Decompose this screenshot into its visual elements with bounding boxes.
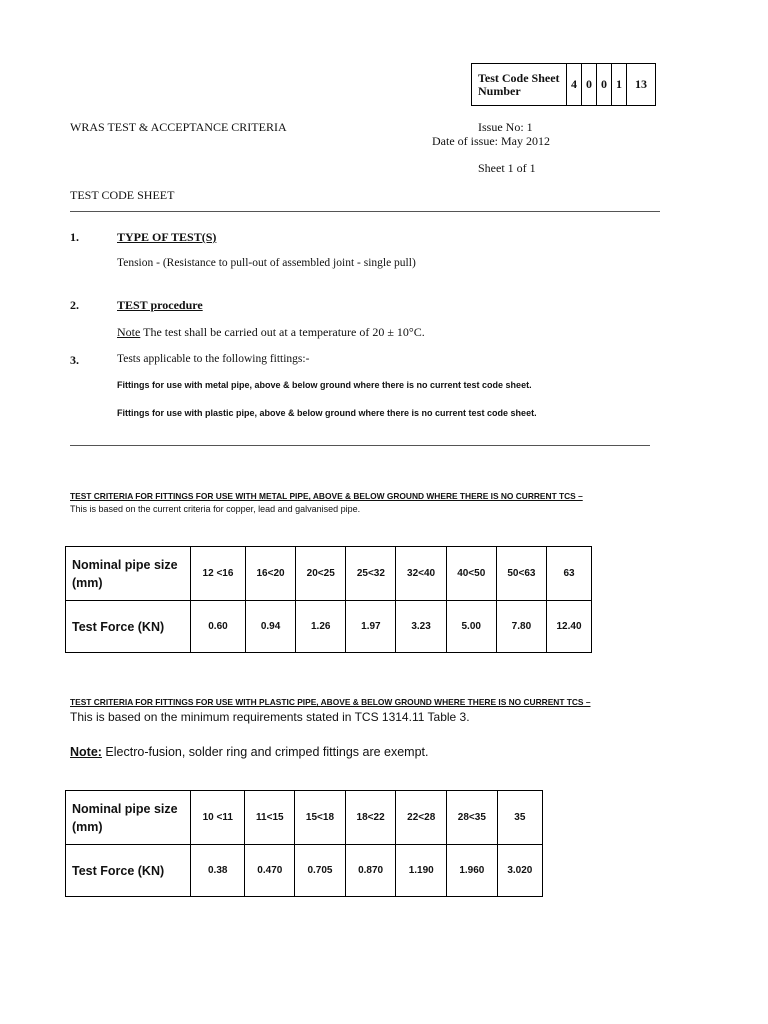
section-number: 2. — [70, 298, 79, 312]
pipe-size-cell: 50<63 — [496, 547, 546, 601]
section-heading-test-procedure: TEST procedure — [117, 298, 203, 312]
plastic-criteria-table — [65, 790, 543, 897]
row-label-pipe-size: Nominal pipe size (mm) — [66, 791, 191, 845]
test-code-sheet-table — [471, 63, 656, 106]
note-label: Note — [117, 325, 141, 339]
pipe-size-cell: 15<18 — [295, 791, 346, 845]
fitting-item-metal: Fittings for use with metal pipe, above & below ground where there is no current test code sheet. — [117, 380, 532, 390]
pipe-size-cell: 40<50 — [446, 547, 496, 601]
fitting-item-plastic: Fittings for use with plastic pipe, above & below ground where there is no current test code sheet. — [117, 408, 537, 418]
code-digit: 0 — [582, 64, 597, 106]
section-number: 1. — [70, 230, 79, 244]
section-title: TEST CODE SHEET — [70, 188, 175, 202]
test-force-cell: 7.80 — [496, 601, 546, 653]
pipe-size-cell: 16<20 — [245, 547, 295, 601]
metal-criteria-subtext: This is based on the current criteria for copper, lead and galvanised pipe. — [70, 504, 361, 514]
pipe-size-cell: 28<35 — [447, 791, 498, 845]
sheet-number: Sheet 1 of 1 — [478, 161, 536, 175]
section-number: 3. — [70, 353, 79, 367]
pipe-size-cell: 63 — [547, 547, 592, 601]
issue-number: Issue No: 1 — [478, 120, 533, 134]
test-force-cell: 1.190 — [396, 845, 447, 897]
code-digit: 4 — [567, 64, 582, 106]
code-digit: 0 — [597, 64, 612, 106]
test-force-cell: 1.960 — [447, 845, 498, 897]
row-label-test-force: Test Force (KN) — [66, 601, 191, 653]
test-force-cell: 0.705 — [295, 845, 346, 897]
divider — [70, 445, 650, 446]
test-force-cell: 3.020 — [497, 845, 542, 897]
test-force-cell: 3.23 — [396, 601, 446, 653]
test-force-cell: 5.00 — [446, 601, 496, 653]
fittings-intro: Tests applicable to the following fittings:- — [117, 353, 310, 365]
pipe-size-cell: 35 — [497, 791, 542, 845]
pipe-size-cell: 10 <11 — [191, 791, 245, 845]
metal-criteria-heading: TEST CRITERIA FOR FITTINGS FOR USE WITH METAL PIPE, ABOVE & BELOW GROUND WHERE THERE IS NO CURRENT TCS – — [70, 491, 583, 501]
plastic-criteria-heading: TEST CRITERIA FOR FITTINGS FOR USE WITH PLASTIC PIPE, ABOVE & BELOW GROUND WHERE THERE IS NO CURRENT TCS – — [70, 697, 591, 707]
code-digit: 13 — [627, 64, 656, 106]
pipe-size-cell: 32<40 — [396, 547, 446, 601]
pipe-size-cell: 12 <16 — [191, 547, 246, 601]
test-force-cell: 0.870 — [345, 845, 396, 897]
plastic-note — [70, 745, 429, 759]
plastic-criteria-subtext: This is based on the minimum requirements stated in TCS 1314.11 Table 3. — [70, 710, 470, 724]
note-text: Electro-fusion, solder ring and crimped fittings are exempt. — [101, 745, 429, 759]
test-code-sheet-label: Test Code Sheet Number — [472, 64, 567, 106]
test-force-cell: 0.60 — [191, 601, 246, 653]
divider — [70, 211, 660, 212]
metal-criteria-table — [65, 546, 592, 653]
row-label-pipe-size: Nominal pipe size (mm) — [66, 547, 191, 601]
test-force-cell: 12.40 — [547, 601, 592, 653]
note-text: The test shall be carried out at a temperature of 20 ± 10°C. — [140, 325, 425, 339]
note-label: Note: — [70, 745, 102, 759]
procedure-note — [117, 325, 425, 340]
type-of-test-text: Tension - (Resistance to pull-out of assembled joint - single pull) — [117, 257, 416, 269]
test-force-cell: 1.97 — [346, 601, 396, 653]
test-force-cell: 0.94 — [245, 601, 295, 653]
pipe-size-cell: 11<15 — [245, 791, 295, 845]
document-title: WRAS TEST & ACCEPTANCE CRITERIA — [70, 120, 287, 134]
pipe-size-cell: 20<25 — [296, 547, 346, 601]
row-label-test-force: Test Force (KN) — [66, 845, 191, 897]
pipe-size-cell: 22<28 — [396, 791, 447, 845]
test-force-cell: 1.26 — [296, 601, 346, 653]
date-of-issue: Date of issue: May 2012 — [432, 134, 550, 148]
section-heading-type-of-test: TYPE OF TEST(S) — [117, 230, 217, 244]
code-digit: 1 — [612, 64, 627, 106]
pipe-size-cell: 18<22 — [345, 791, 396, 845]
test-force-cell: 0.470 — [245, 845, 295, 897]
pipe-size-cell: 25<32 — [346, 547, 396, 601]
test-force-cell: 0.38 — [191, 845, 245, 897]
